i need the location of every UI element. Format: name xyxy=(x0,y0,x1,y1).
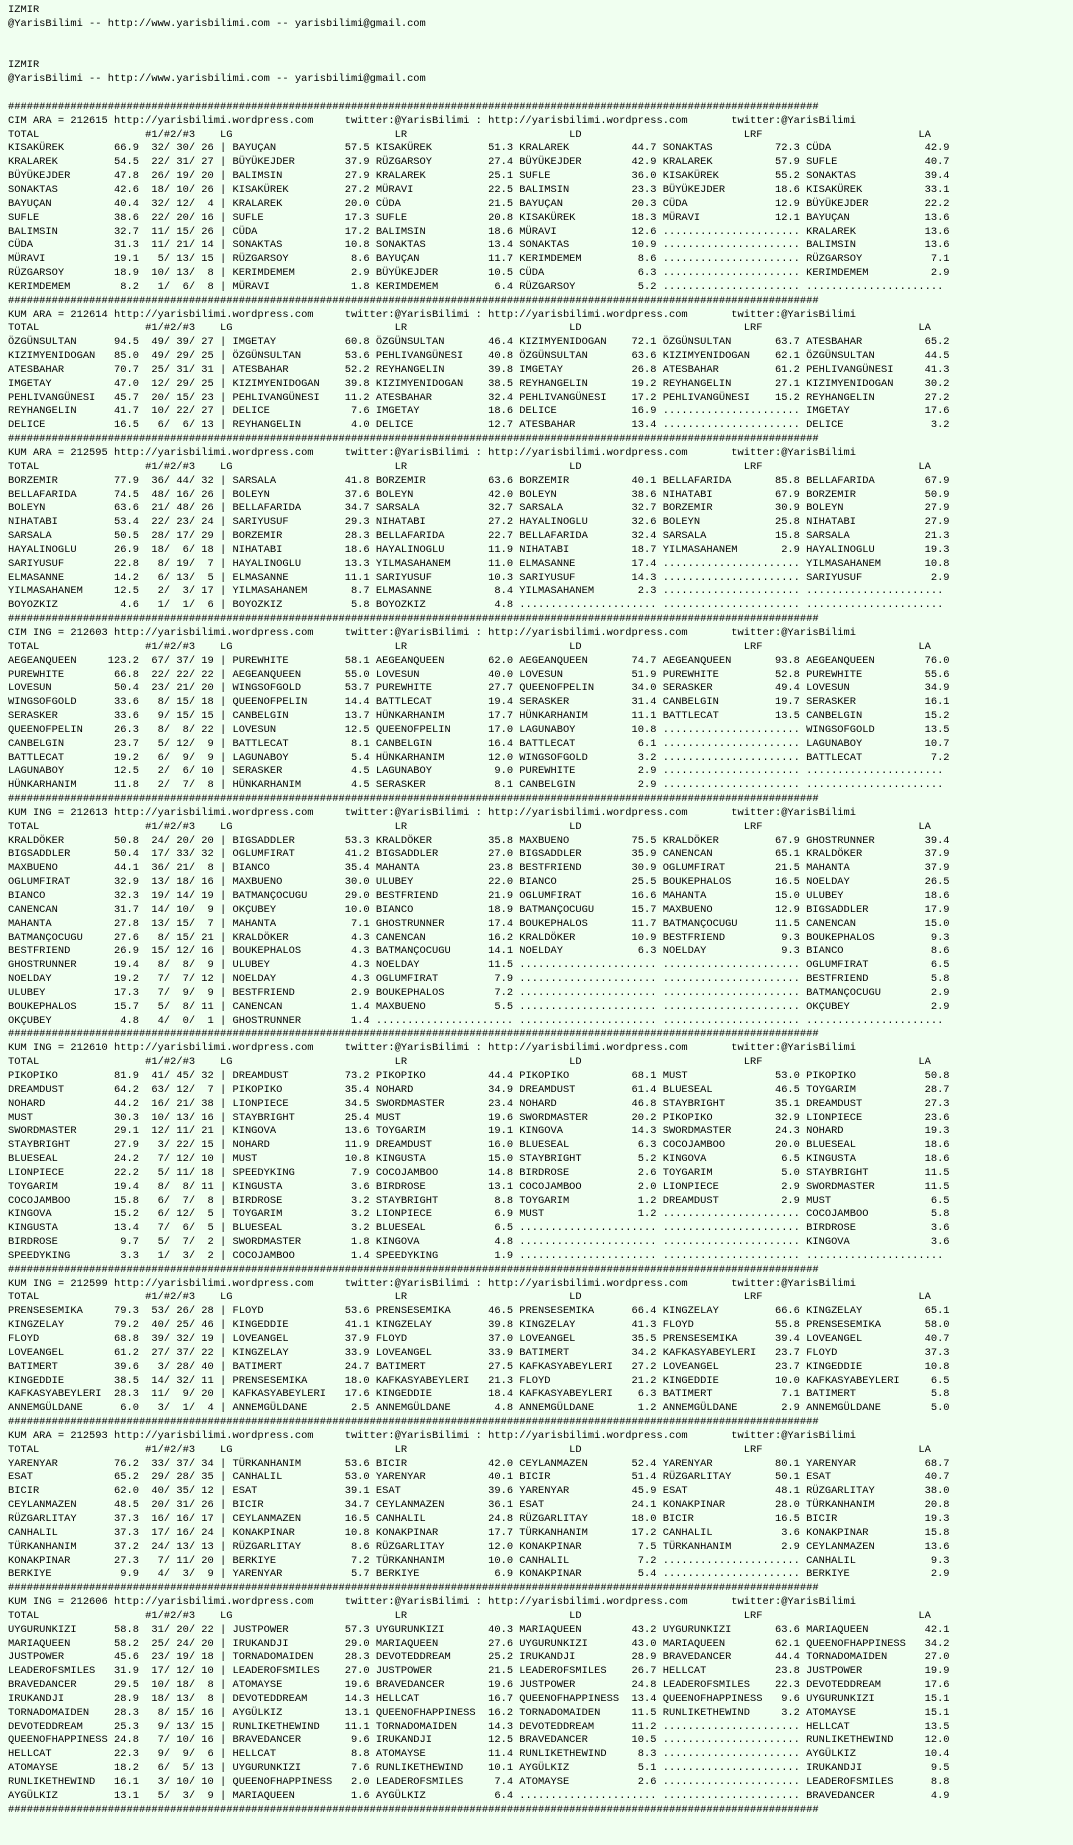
table-row: BATTLECAT 19.2 6/ 9/ 9 | LAGUNABOY 5.4 HÜNKARHANIM 12.0 WINGSOFGOLD 3.2 ...................... BATTLECAT 7.2 xyxy=(8,751,950,764)
table-row: KONAKPINAR 27.3 7/ 11/ 20 | BERKIYE 7.2 TÜRKANHANIM 10.0 CANHALIL 7.2 ...................... CANHALIL 9.3 xyxy=(8,1554,950,1567)
table-row: UYGURUNKIZI 58.8 31/ 20/ 22 | JUSTPOWER 57.3 UYGURUNKIZI 40.3 MARIAQUEEN 43.2 UYGURUNKIZI 63.6 MARIAQUEEN 42.1 xyxy=(8,1623,950,1636)
table-row: ÖZGÜNSULTAN 94.5 49/ 39/ 27 | IMGETAY 60.8 ÖZGÜNSULTAN 46.4 KIZIMYENIDOGAN 72.1 ÖZGÜNSULTAN 63.7 ATESBAHAR 65.2 xyxy=(8,336,950,349)
column-header: TOTAL #1/#2/#3 LG LR LD LRF LA xyxy=(8,322,931,335)
race-title: KUM ING = 212599 http://yarisbilimi.wordpress.com twitter:@YarisBilimi : http://yarisbilimi.wordpress.com twitter:@YarisBilimi xyxy=(8,1277,857,1290)
table-row: CANHALIL 37.3 17/ 16/ 24 | KONAKPINAR 10.8 KONAKPINAR 17.7 TÜRKANHANIM 17.2 CANHALIL 3.6 KONAKPINAR 15.8 xyxy=(8,1526,950,1539)
table-row: RÜZGARLITAY 37.3 16/ 16/ 17 | CEYLANMAZEN 16.5 CANHALIL 24.8 RÜZGARLITAY 18.0 BICIR 16.5 BICIR 19.3 xyxy=(8,1512,950,1525)
table-row: KAFKASYABEYLERI 28.3 11/ 9/ 20 | KAFKASYABEYLERI 17.6 KINGEDDIE 18.4 KAFKASYABEYLERI 6.3 BATIMERT 7.1 BATIMERT 5.8 xyxy=(8,1388,950,1401)
table-row: HELLCAT 22.3 9/ 9/ 6 | HELLCAT 8.8 ATOMAYSE 11.4 RUNLIKETHEWIND 8.3 ...................... AYGÜLKIZ 10.4 xyxy=(8,1748,950,1761)
table-row: LOVESUN 50.4 23/ 21/ 20 | WINGSOFGOLD 53.7 PUREWHITE 27.7 QUEENOFPELIN 34.0 SERASKER 49.4 LOVESUN 34.9 xyxy=(8,682,950,695)
table-row: TÜRKANHANIM 37.2 24/ 13/ 13 | RÜZGARLITAY 8.6 RÜZGARLITAY 12.0 KONAKPINAR 7.5 TÜRKANHANIM 2.9 CEYLANMAZEN 13.6 xyxy=(8,1540,950,1553)
table-row: PUREWHITE 66.8 22/ 22/ 22 | AEGEANQUEEN 55.0 LOVESUN 40.0 LOVESUN 51.9 PUREWHITE 52.8 PUREWHITE 55.6 xyxy=(8,668,950,681)
table-row: TOYGARIM 19.4 8/ 8/ 11 | KINGUSTA 3.6 BIRDROSE 13.1 COCOJAMBOO 2.0 LIONPIECE 2.9 SWORDMASTER 11.5 xyxy=(8,1180,950,1193)
table-row: YARENYAR 76.2 33/ 37/ 34 | TÜRKANHANIM 53.6 BICIR 42.0 CEYLANMAZEN 52.4 YARENYAR 80.1 YARENYAR 68.7 xyxy=(8,1457,950,1470)
table-row: BELLAFARIDA 74.5 48/ 16/ 26 | BOLEYN 37.6 BOLEYN 42.0 BOLEYN 38.6 NIHATABI 67.9 BORZEMIR 50.9 xyxy=(8,488,950,501)
table-row: BALIMSIN 32.7 11/ 15/ 26 | CÜDA 17.2 BALIMSIN 18.6 MÜRAVI 12.6 ...................... KRALAREK 13.6 xyxy=(8,225,950,238)
table-row: SARIYUSUF 22.8 8/ 19/ 7 | HAYALINOGLU 13.3 YILMASAHANEM 11.0 ELMASANNE 17.4 ...................... YILMASAHANEM 10.8 xyxy=(8,557,950,570)
table-row: KISAKÜREK 66.9 32/ 30/ 26 | BAYUÇAN 57.5 KISAKÜREK 51.3 KRALAREK 44.7 SONAKTAS 72.3 CÜDA 42.9 xyxy=(8,142,950,155)
contact-line-2: @YarisBilimi -- http://www.yarisbilimi.com -- yarisbilimi@gmail.com xyxy=(8,73,426,86)
table-row: ELMASANNE 14.2 6/ 13/ 5 | ELMASANNE 11.1 SARIYUSUF 10.3 SARIYUSUF 14.3 ...................... SARIYUSUF 2.9 xyxy=(8,571,950,584)
table-row: OKÇUBEY 4.8 4/ 0/ 1 | GHOSTRUNNER 1.4 ...................... ...................... ...................... ...................... xyxy=(8,1014,944,1027)
table-row: CANBELGIN 23.7 5/ 12/ 9 | BATTLECAT 8.1 CANBELGIN 16.4 BATTLECAT 6.1 ...................... LAGUNABOY 10.7 xyxy=(8,737,950,750)
table-row: NOHARD 44.2 16/ 21/ 38 | LIONPIECE 34.5 SWORDMASTER 23.4 NOHARD 46.8 STAYBRIGHT 35.1 DREAMDUST 27.3 xyxy=(8,1097,950,1110)
table-row: SUFLE 38.6 22/ 20/ 16 | SUFLE 17.3 SUFLE 20.8 KISAKÜREK 18.3 MÜRAVI 12.1 BAYUÇAN 13.6 xyxy=(8,211,950,224)
table-row: BIRDROSE 9.7 5/ 7/ 2 | SWORDMASTER 1.8 KINGOVA 4.8 ...................... ...................... KINGOVA 3.6 xyxy=(8,1236,950,1249)
table-row: HÜNKARHANIM 11.8 2/ 7/ 8 | HÜNKARHANIM 4.5 SERASKER 8.1 CANBELGIN 2.9 ...................... ...................... xyxy=(8,779,944,792)
race-title: CIM ARA = 212615 http://yarisbilimi.wordpress.com twitter:@YarisBilimi : http://yarisbilimi.wordpress.com twitter:@YarisBilimi xyxy=(8,114,857,127)
race-title: KUM ARA = 212595 http://yarisbilimi.wordpress.com twitter:@YarisBilimi : http://yarisbilimi.wordpress.com twitter:@YarisBilimi xyxy=(8,447,857,459)
table-row: SERASKER 33.6 9/ 15/ 15 | CANBELGIN 13.7 HÜNKARHANIM 17.7 HÜNKARHANIM 11.1 BATTLECAT 13.5 CANBELGIN 15.2 xyxy=(8,710,950,723)
table-row: OGLUMFIRAT 32.9 13/ 18/ 16 | MAXBUENO 30.0 ULUBEY 22.0 BIANCO 25.5 BOUKEPHALOS 16.5 NOELDAY 26.5 xyxy=(8,876,950,889)
table-row: BLUESEAL 24.2 7/ 12/ 10 | MUST 10.8 KINGUSTA 15.0 STAYBRIGHT 5.2 KINGOVA 6.5 KINGUSTA 18.6 xyxy=(8,1153,950,1166)
table-row: ULUBEY 17.3 7/ 9/ 9 | BESTFRIEND 2.9 BOUKEPHALOS 7.2 ...................... ...................... BATMANÇOCUGU 2.9 xyxy=(8,986,950,999)
table-row: COCOJAMBOO 15.8 6/ 7/ 8 | BIRDROSE 3.2 STAYBRIGHT 8.8 TOYGARIM 1.2 DREAMDUST 2.9 MUST 6.5 xyxy=(8,1194,950,1207)
table-row: ANNEMGÜLDANE 6.0 3/ 1/ 4 | ANNEMGÜLDANE 2.5 ANNEMGÜLDANE 4.8 ANNEMGÜLDANE 1.2 ANNEMGÜLDANE 2.9 ANNEMGÜLDANE 5.0 xyxy=(8,1402,950,1415)
table-row: MÜRAVI 19.1 5/ 13/ 15 | RÜZGARSOY 8.6 BAYUÇAN 11.7 KERIMDEMEM 8.6 ...................... RÜZGARSOY 7.1 xyxy=(8,253,950,266)
table-row: WINGSOFGOLD 33.6 8/ 15/ 18 | QUEENOFPELIN 14.4 BATTLECAT 19.4 SERASKER 31.4 CANBELGIN 19.7 SERASKER 16.1 xyxy=(8,696,950,709)
table-row: SARSALA 50.5 28/ 17/ 29 | BORZEMIR 28.3 BELLAFARIDA 22.7 BELLAFARIDA 32.4 SARSALA 15.8 SARSALA 21.3 xyxy=(8,530,950,543)
separator-line: ################################################################################################################################## xyxy=(8,100,819,113)
table-row: MAHANTA 27.8 13/ 15/ 7 | MAHANTA 7.1 GHOSTRUNNER 17.4 BOUKEPHALOS 11.7 BATMANÇOCUGU 11.5 CANENCAN 15.0 xyxy=(8,917,950,930)
table-row: PIKOPIKO 81.9 41/ 45/ 32 | DREAMDUST 73.2 PIKOPIKO 44.4 PIKOPIKO 68.1 MUST 53.0 PIKOPIKO 50.8 xyxy=(8,1069,950,1082)
table-row: BIGSADDLER 50.4 17/ 33/ 32 | OGLUMFIRAT 41.2 BIGSADDLER 27.0 BIGSADDLER 35.9 CANENCAN 65.1 KRALDÖKER 37.9 xyxy=(8,848,950,861)
table-row: ATOMAYSE 18.2 6/ 5/ 13 | UYGURUNKIZI 7.6 RUNLIKETHEWIND 10.1 AYGÜLKIZ 5.1 ...................... IRUKANDJI 9.5 xyxy=(8,1762,950,1775)
table-row: TORNADOMAIDEN 28.3 8/ 15/ 16 | AYGÜLKIZ 13.1 QUEENOFHAPPINESS 16.2 TORNADOMAIDEN 11.5 RUNLIKETHEWIND 3.2 ATOMAYSE 15.1 xyxy=(8,1706,950,1719)
table-row: CÜDA 31.3 11/ 21/ 14 | SONAKTAS 10.8 SONAKTAS 13.4 SONAKTAS 10.9 ...................... BALIMSIN 13.6 xyxy=(8,239,950,252)
table-row: PRENSESEMIKA 79.3 53/ 26/ 28 | FLOYD 53.6 PRENSESEMIKA 46.5 PRENSESEMIKA 66.4 KINGZELAY 66.6 KINGZELAY 65.1 xyxy=(8,1305,950,1318)
race-title: KUM ARA = 212614 http://yarisbilimi.wordpress.com twitter:@YarisBilimi : http://yarisbilimi.wordpress.com twitter:@YarisBilimi xyxy=(8,308,857,321)
table-row: BATIMERT 39.6 3/ 28/ 40 | BATIMERT 24.7 BATIMERT 27.5 KAFKASYABEYLERI 27.2 LOVEANGEL 23.7 KINGEDDIE 10.8 xyxy=(8,1360,950,1373)
table-row: IRUKANDJI 28.9 18/ 13/ 8 | DEVOTEDDREAM 14.3 HELLCAT 16.7 QUEENOFHAPPINESS 13.4 QUEENOFHAPPINESS 9.6 UYGURUNKIZI 15.1 xyxy=(8,1692,950,1705)
column-header: TOTAL #1/#2/#3 LG LR LD LRF LA xyxy=(8,1056,931,1069)
table-row: BRAVEDANCER 29.5 10/ 18/ 8 | ATOMAYSE 19.6 BRAVEDANCER 19.6 JUSTPOWER 24.8 LEADEROFSMILES 22.3 DEVOTEDDREAM 17.6 xyxy=(8,1679,950,1692)
table-row: NOELDAY 19.2 7/ 7/ 12 | NOELDAY 4.3 OGLUMFIRAT 7.9 ...................... ...................... BESTFRIEND 5.8 xyxy=(8,973,950,986)
table-row: KERIMDEMEM 8.2 1/ 6/ 8 | MÜRAVI 1.8 KERIMDEMEM 6.4 RÜZGARSOY 5.2 ...................... ...................... xyxy=(8,280,944,293)
table-row: QUEENOFPELIN 26.3 8/ 8/ 22 | LOVESUN 12.5 QUEENOFPELIN 17.0 LAGUNABOY 10.8 ...................... WINGSOFGOLD 13.5 xyxy=(8,723,950,736)
table-row: KINGEDDIE 38.5 14/ 32/ 11 | PRENSESEMIKA 18.0 KAFKASYABEYLERI 21.3 FLOYD 21.2 KINGEDDIE 10.0 KAFKASYABEYLERI 6.5 xyxy=(8,1374,950,1387)
table-row: BATMANÇOCUGU 27.6 8/ 15/ 21 | KRALDÖKER 4.3 CANENCAN 16.2 KRALDÖKER 10.9 BESTFRIEND 9.3 BOUKEPHALOS 9.3 xyxy=(8,931,950,944)
separator-line: ################################################################################################################################## xyxy=(8,793,819,806)
column-header: TOTAL #1/#2/#3 LG LR LD LRF LA xyxy=(8,820,931,833)
separator-line: ################################################################################################################################## xyxy=(8,1803,819,1816)
table-row: BÜYÜKEJDER 47.8 26/ 19/ 20 | BALIMSIN 27.9 KRALAREK 25.1 SUFLE 36.0 KISAKÜREK 55.2 SONAKTAS 39.4 xyxy=(8,170,950,183)
table-row: LEADEROFSMILES 31.9 17/ 12/ 10 | LEADEROFSMILES 27.0 JUSTPOWER 21.5 LEADEROFSMILES 26.7 HELLCAT 23.8 JUSTPOWER 19.9 xyxy=(8,1665,950,1678)
table-row: KINGZELAY 79.2 40/ 25/ 46 | KINGEDDIE 41.1 KINGZELAY 39.8 KINGZELAY 41.3 FLOYD 55.8 PRENSESEMIKA 58.0 xyxy=(8,1319,950,1332)
table-row: QUEENOFHAPPINESS 24.8 7/ 10/ 16 | BRAVEDANCER 9.6 IRUKANDJI 12.5 BRAVEDANCER 10.5 ...................... RUNLIKETHEWIND 12.0 xyxy=(8,1734,950,1747)
table-row: KRALDÖKER 50.8 24/ 20/ 20 | BIGSADDLER 53.3 KRALDÖKER 35.8 MAXBUENO 75.5 KRALDÖKER 67.9 GHOSTRUNNER 39.4 xyxy=(8,834,950,847)
separator-line: ################################################################################################################################## xyxy=(8,613,819,626)
table-row: DREAMDUST 64.2 63/ 12/ 7 | PIKOPIKO 35.4 NOHARD 34.9 DREAMDUST 61.4 BLUESEAL 46.5 TOYGARIM 28.7 xyxy=(8,1083,950,1096)
table-row: MUST 30.3 10/ 13/ 16 | STAYBRIGHT 25.4 MUST 19.6 SWORDMASTER 20.2 PIKOPIKO 32.9 LIONPIECE 23.6 xyxy=(8,1111,950,1124)
table-row: NIHATABI 53.4 22/ 23/ 24 | SARIYUSUF 29.3 NIHATABI 27.2 HAYALINOGLU 32.6 BOLEYN 25.8 NIHATABI 27.9 xyxy=(8,516,950,529)
table-row: SPEEDYKING 3.3 1/ 3/ 2 | COCOJAMBOO 1.4 SPEEDYKING 1.9 ...................... ...................... ...................... xyxy=(8,1249,944,1262)
table-row: DELICE 16.5 6/ 6/ 13 | REYHANGELIN 4.0 DELICE 12.7 ATESBAHAR 13.4 ...................... DELICE 3.2 xyxy=(8,419,950,432)
city-heading-2: IZMIR xyxy=(8,59,40,72)
column-header: TOTAL #1/#2/#3 LG LR LD LRF LA xyxy=(8,460,931,473)
table-row: PEHLIVANGÜNESI 45.7 20/ 15/ 23 | PEHLIVANGÜNESI 11.2 ATESBAHAR 32.4 PEHLIVANGÜNESI 17.2 PEHLIVANGÜNESI 15.2 REYHANGELIN 27.2 xyxy=(8,391,950,404)
table-row: BOUKEPHALOS 15.7 5/ 8/ 11 | CANENCAN 1.4 MAXBUENO 5.5 ...................... ...................... OKÇUBEY 2.9 xyxy=(8,1000,950,1013)
table-row: RÜZGARSOY 18.9 10/ 13/ 8 | KERIMDEMEM 2.9 BÜYÜKEJDER 10.5 CÜDA 6.3 ...................... KERIMDEMEM 2.9 xyxy=(8,267,950,280)
table-row: BERKIYE 9.9 4/ 3/ 9 | YARENYAR 5.7 BERKIYE 6.9 KONAKPINAR 5.4 ...................... BERKIYE 2.9 xyxy=(8,1568,950,1581)
table-row: AEGEANQUEEN 123.2 67/ 37/ 19 | PUREWHITE 58.1 AEGEANQUEEN 62.0 AEGEANQUEEN 74.7 AEGEANQUEEN 93.8 AEGEANQUEEN 76.0 xyxy=(8,654,950,667)
table-row: JUSTPOWER 45.6 23/ 19/ 18 | TORNADOMAIDEN 28.3 DEVOTEDDREAM 25.2 IRUKANDJI 28.9 BRAVEDANCER 44.4 TORNADOMAIDEN 27.0 xyxy=(8,1651,950,1664)
table-row: LOVEANGEL 61.2 27/ 37/ 22 | KINGZELAY 33.9 LOVEANGEL 33.9 BATIMERT 34.2 KAFKASYABEYLERI 23.7 FLOYD 37.3 xyxy=(8,1346,950,1359)
contact-line: @YarisBilimi -- http://www.yarisbilimi.com -- yarisbilimi@gmail.com xyxy=(8,17,426,30)
table-row: ESAT 65.2 29/ 28/ 35 | CANHALIL 53.0 YARENYAR 40.1 BICIR 51.4 RÜZGARLITAY 50.1 ESAT 40.7 xyxy=(8,1471,950,1484)
table-row: SONAKTAS 42.6 18/ 10/ 26 | KISAKÜREK 27.2 MÜRAVI 22.5 BALIMSIN 23.3 BÜYÜKEJDER 18.6 KISAKÜREK 33.1 xyxy=(8,183,950,196)
separator-line: ################################################################################################################################## xyxy=(8,1582,819,1595)
table-row: CANENCAN 31.7 14/ 10/ 9 | OKÇUBEY 10.0 BIANCO 18.9 BATMANÇOCUGU 15.7 MAXBUENO 12.9 BIGSADDLER 17.9 xyxy=(8,903,950,916)
table-row: BORZEMIR 77.9 36/ 44/ 32 | SARSALA 41.8 BORZEMIR 63.6 BORZEMIR 40.1 BELLAFARIDA 85.8 BELLAFARIDA 67.9 xyxy=(8,474,950,487)
table-row: LIONPIECE 22.2 5/ 11/ 18 | SPEEDYKING 7.9 COCOJAMBOO 14.8 BIRDROSE 2.6 TOYGARIM 5.0 STAYBRIGHT 11.5 xyxy=(8,1166,950,1179)
separator-line: ################################################################################################################################## xyxy=(8,1028,819,1041)
separator-line: ################################################################################################################################## xyxy=(8,1263,819,1276)
race-title: KUM ING = 212610 http://yarisbilimi.wordpress.com twitter:@YarisBilimi : http://yarisbilimi.wordpress.com twitter:@YarisBilimi xyxy=(8,1042,857,1055)
table-row: LAGUNABOY 12.5 2/ 6/ 10 | SERASKER 4.5 LAGUNABOY 9.0 PUREWHITE 2.9 ...................... ...................... xyxy=(8,765,944,778)
table-row: BOLEYN 63.6 21/ 48/ 26 | BELLAFARIDA 34.7 SARSALA 32.7 SARSALA 32.7 BORZEMIR 30.9 BOLEYN 27.9 xyxy=(8,502,950,515)
table-row: SWORDMASTER 29.1 12/ 11/ 21 | KINGOVA 13.6 TOYGARIM 19.1 KINGOVA 14.3 SWORDMASTER 24.3 NOHARD 19.3 xyxy=(8,1125,950,1138)
race-title: KUM ARA = 212593 http://yarisbilimi.wordpress.com twitter:@YarisBilimi : http://yarisbilimi.wordpress.com twitter:@YarisBilimi xyxy=(8,1429,857,1442)
column-header: TOTAL #1/#2/#3 LG LR LD LRF LA xyxy=(8,640,931,653)
column-header: TOTAL #1/#2/#3 LG LR LD LRF LA xyxy=(8,128,931,141)
race-title: CIM ING = 212603 http://yarisbilimi.wordpress.com twitter:@YarisBilimi : http://yarisbilimi.wordpress.com twitter:@YarisBilimi xyxy=(8,626,857,639)
race-tables xyxy=(8,101,1065,1818)
table-row: KINGUSTA 13.4 7/ 6/ 5 | BLUESEAL 3.2 BLUESEAL 6.5 ...................... ...................... BIRDROSE 3.6 xyxy=(8,1222,950,1235)
table-row: BOYOZKIZ 4.6 1/ 1/ 6 | BOYOZKIZ 5.8 BOYOZKIZ 4.8 ...................... ...................... ...................... xyxy=(8,599,944,612)
table-row: KRALAREK 54.5 22/ 31/ 27 | BÜYÜKEJDER 37.9 RÜZGARSOY 27.4 BÜYÜKEJDER 42.9 KRALAREK 57.9 SUFLE 40.7 xyxy=(8,156,950,169)
table-row: YILMASAHANEM 12.5 2/ 3/ 17 | YILMASAHANEM 8.7 ELMASANNE 8.4 YILMASAHANEM 2.3 ...................... ...................... xyxy=(8,585,944,598)
table-row: KIZIMYENIDOGAN 85.0 49/ 29/ 25 | ÖZGÜNSULTAN 53.6 PEHLIVANGÜNESI 40.8 ÖZGÜNSULTAN 63.6 KIZIMYENIDOGAN 62.1 ÖZGÜNSULTAN 44.5 xyxy=(8,350,950,363)
separator-line: ################################################################################################################################## xyxy=(8,433,819,446)
table-row: STAYBRIGHT 27.9 3/ 22/ 15 | NOHARD 11.9 DREAMDUST 16.0 BLUESEAL 6.3 COCOJAMBOO 20.0 BLUESEAL 18.6 xyxy=(8,1139,950,1152)
table-row: BAYUÇAN 40.4 32/ 12/ 4 | KRALAREK 20.0 CÜDA 21.5 BAYUÇAN 20.3 CÜDA 12.9 BÜYÜKEJDER 22.2 xyxy=(8,197,950,210)
table-row: KINGOVA 15.2 6/ 12/ 5 | TOYGARIM 3.2 LIONPIECE 6.9 MUST 1.2 ...................... COCOJAMBOO 5.8 xyxy=(8,1208,950,1221)
column-header: TOTAL #1/#2/#3 LG LR LD LRF LA xyxy=(8,1443,931,1456)
table-row: DEVOTEDDREAM 25.3 9/ 13/ 15 | RUNLIKETHEWIND 11.1 TORNADOMAIDEN 14.3 DEVOTEDDREAM 11.2 ...................... HELLCAT 13.5 xyxy=(8,1720,950,1733)
table-row: BESTFRIEND 26.9 15/ 12/ 16 | BOUKEPHALOS 4.3 BATMANÇOCUGU 14.1 NOELDAY 6.3 NOELDAY 9.3 BIANCO 8.6 xyxy=(8,945,950,958)
table-row: HAYALINOGLU 26.9 18/ 6/ 18 | NIHATABI 18.6 HAYALINOGLU 11.9 NIHATABI 18.7 YILMASAHANEM 2.9 HAYALINOGLU 19.3 xyxy=(8,543,950,556)
race-title: KUM ING = 212606 http://yarisbilimi.wordpress.com twitter:@YarisBilimi : http://yarisbilimi.wordpress.com twitter:@YarisBilimi xyxy=(8,1596,857,1609)
table-row: MARIAQUEEN 58.2 25/ 24/ 20 | IRUKANDJI 29.0 MARIAQUEEN 27.6 UYGURUNKIZI 43.0 MARIAQUEEN 62.1 QUEENOFHAPPINESS 34.2 xyxy=(8,1637,950,1650)
table-row: RUNLIKETHEWIND 16.1 3/ 10/ 10 | QUEENOFHAPPINESS 2.0 LEADEROFSMILES 7.4 ATOMAYSE 2.6 ...................... LEADEROFSMILES 8.8 xyxy=(8,1776,950,1788)
table-row: CEYLANMAZEN 48.5 20/ 31/ 26 | BICIR 34.7 CEYLANMAZEN 36.1 ESAT 24.1 KONAKPINAR 28.0 TÜRKANHANIM 20.8 xyxy=(8,1499,950,1512)
table-row: GHOSTRUNNER 19.4 8/ 8/ 9 | ULUBEY 4.3 NOELDAY 11.5 ...................... ...................... OGLUMFIRAT 6.5 xyxy=(8,959,950,972)
table-row: AYGÜLKIZ 13.1 5/ 3/ 9 | MARIAQUEEN 1.6 AYGÜLKIZ 6.4 ...................... ...................... BRAVEDANCER 4.9 xyxy=(8,1789,950,1802)
table-row: BIANCO 32.3 19/ 14/ 19 | BATMANÇOCUGU 29.0 BESTFRIEND 21.9 OGLUMFIRAT 16.6 MAHANTA 15.0 ULUBEY 18.6 xyxy=(8,890,950,902)
city-heading: IZMIR xyxy=(8,4,40,16)
separator-line: ################################################################################################################################## xyxy=(8,1416,819,1429)
column-header: TOTAL #1/#2/#3 LG LR LD LRF LA xyxy=(8,1609,931,1622)
table-row: FLOYD 68.8 39/ 32/ 19 | LOVEANGEL 37.9 FLOYD 37.0 LOVEANGEL 35.5 PRENSESEMIKA 39.4 LOVEANGEL 40.7 xyxy=(8,1333,950,1345)
table-row: MAXBUENO 44.1 36/ 21/ 8 | BIANCO 35.4 MAHANTA 23.8 BESTFRIEND 30.9 OGLUMFIRAT 21.5 MAHANTA 37.9 xyxy=(8,862,950,875)
table-row: BICIR 62.0 40/ 35/ 12 | ESAT 39.1 ESAT 39.6 YARENYAR 45.9 ESAT 48.1 RÜZGARLITAY 38.0 xyxy=(8,1485,950,1498)
separator-line: ################################################################################################################################## xyxy=(8,294,819,307)
table-row: REYHANGELIN 41.7 10/ 22/ 27 | DELICE 7.6 IMGETAY 18.6 DELICE 16.9 ...................... IMGETAY 17.6 xyxy=(8,405,950,418)
table-row: ATESBAHAR 70.7 25/ 31/ 31 | ATESBAHAR 52.2 REYHANGELIN 39.8 IMGETAY 26.8 ATESBAHAR 61.2 PEHLIVANGÜNESI 41.3 xyxy=(8,363,950,376)
race-title: KUM ING = 212613 http://yarisbilimi.wordpress.com twitter:@YarisBilimi : http://yarisbilimi.wordpress.com twitter:@YarisBilimi xyxy=(8,806,857,819)
column-header: TOTAL #1/#2/#3 LG LR LD LRF LA xyxy=(8,1291,931,1304)
table-row: IMGETAY 47.0 12/ 29/ 25 | KIZIMYENIDOGAN 39.8 KIZIMYENIDOGAN 38.5 REYHANGELIN 19.2 REYHANGELIN 27.1 KIZIMYENIDOGAN 30.2 xyxy=(8,377,950,390)
